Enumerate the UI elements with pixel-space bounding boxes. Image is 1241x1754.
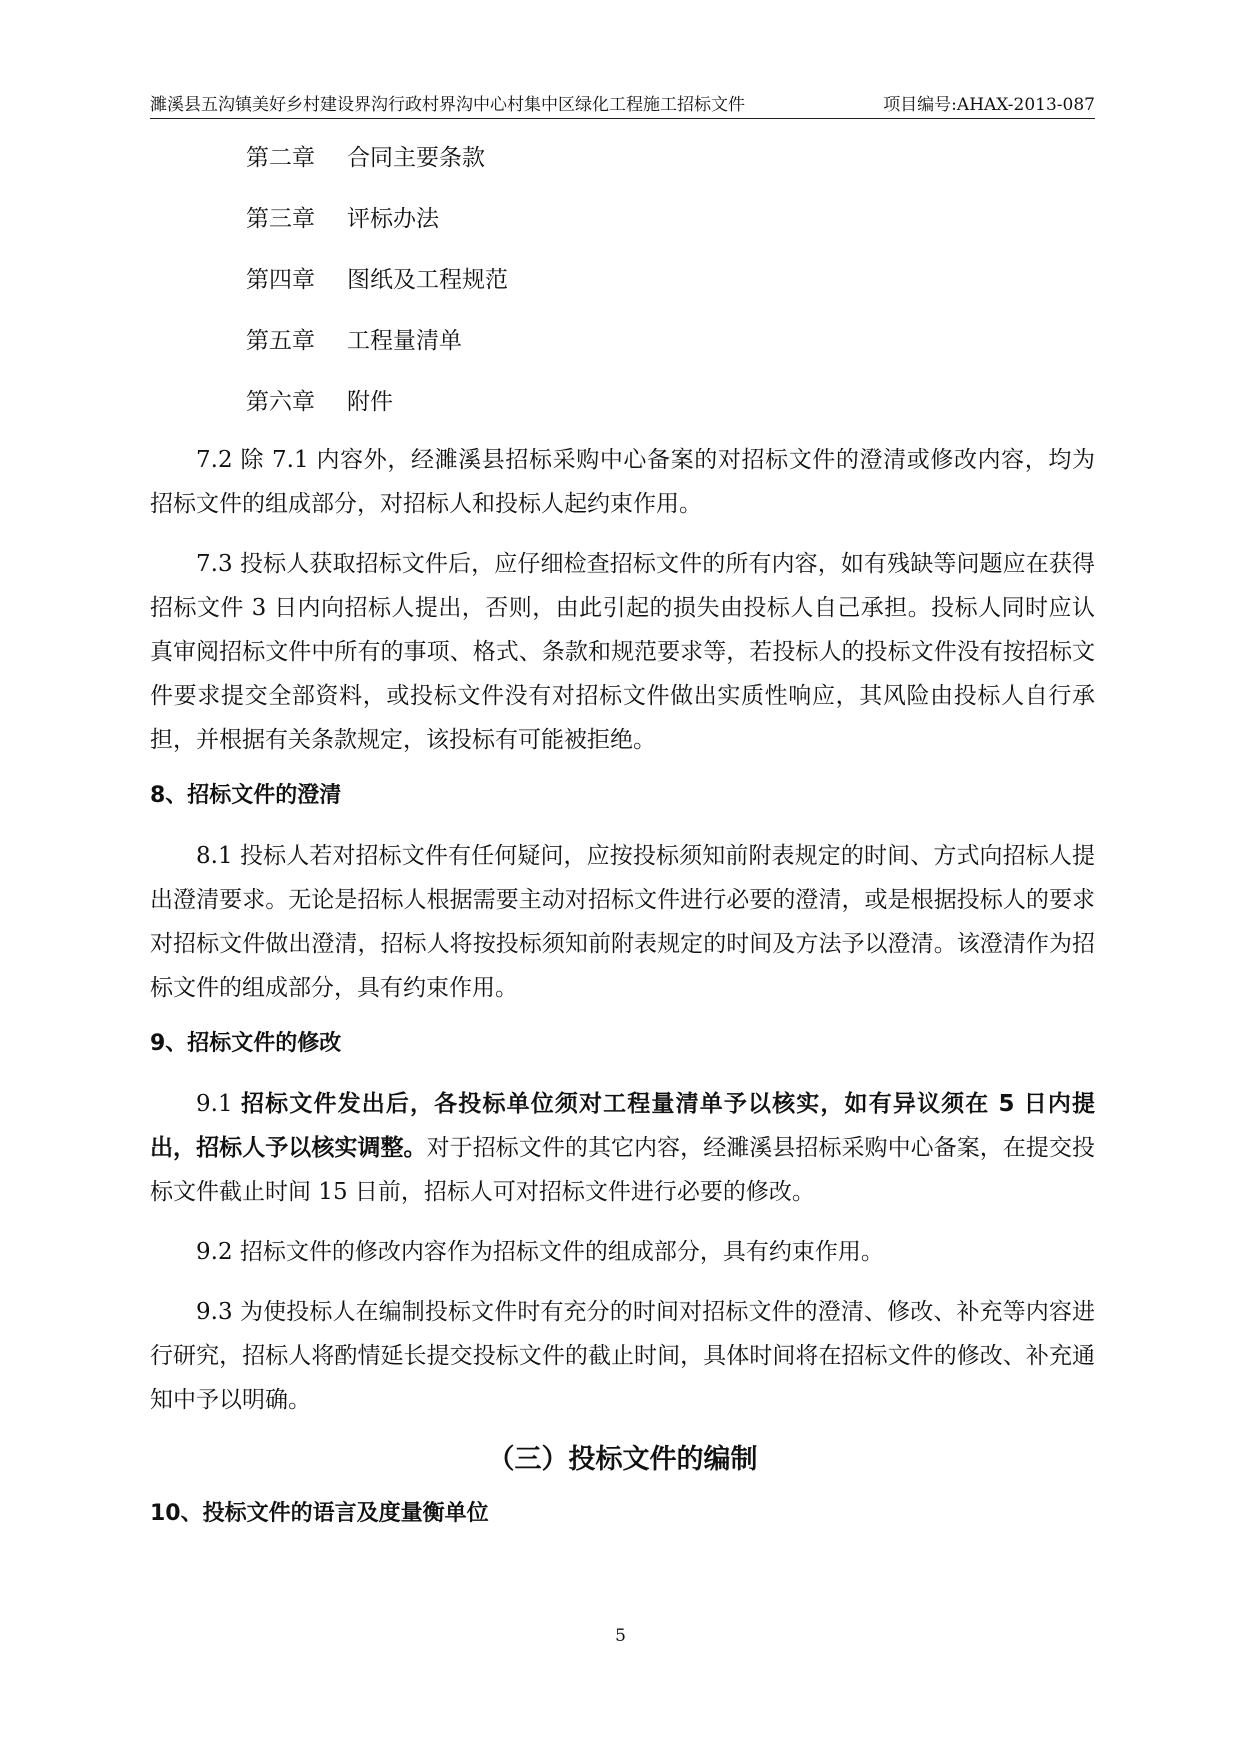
chapter-number: 第四章 xyxy=(246,267,315,293)
paragraph-7-3: 7.3 投标人获取招标文件后，应仔细检查招标文件的所有内容，如有残缺等问题应在获得招标文件 3 日内向招标人提出，否则，由此引起的损失由投标人自己承担。投标人同时应认真审阅招标文件中所有的事项、格式、条款和规范要求等，若投标人的投标文件没有按招标文件要求提交全部资料，或投标文件没有对招标文件做出实质性响应，其风险由投标人自行承担，并根据有关条款规定，该投标有可能被拒绝。 xyxy=(150,551,1095,753)
document-body xyxy=(150,438,1095,1552)
chapter-list xyxy=(246,138,508,443)
header-project-number: 项目编号:AHAX-2013-087 xyxy=(883,95,1095,115)
chapter-title: 工程量清单 xyxy=(347,328,462,354)
paragraph-9-2: 9.2 招标文件的修改内容作为招标文件的组成部分，具有约束作用。 xyxy=(196,1239,884,1265)
page-header xyxy=(150,88,1095,119)
chapter-item xyxy=(246,199,508,260)
chapter-title: 合同主要条款 xyxy=(347,145,485,171)
heading-10: 10、投标文件的语言及度量衡单位 xyxy=(150,1501,489,1526)
page-number: 5 xyxy=(615,1626,626,1646)
chapter-number: 第五章 xyxy=(246,328,315,354)
heading-8: 8、招标文件的澄清 xyxy=(150,783,342,808)
paragraph-9-1-rest: 对于招标文件的其它内容，经濉溪县招标采购中心备案，在提交投标文件截止时间 15 日前，招标人可对招标文件进行必要的修改。 xyxy=(150,1135,1096,1205)
chapter-title: 评标办法 xyxy=(347,206,439,232)
header-title: 濉溪县五沟镇美好乡村建设界沟行政村界沟中心村集中区绿化工程施工招标文件 xyxy=(150,95,745,115)
paragraph-8-1: 8.1 投标人若对招标文件有任何疑问，应按投标须知前附表规定的时间、方式向招标人提出澄清要求。无论是招标人根据需要主动对招标文件进行必要的澄清，或是根据投标人的要求对招标文件做出澄清，招标人将按投标须知前附表规定的时间及方法予以澄清。该澄清作为招标文件的组成部分，具有约束作用。 xyxy=(150,843,1095,1001)
section-title: （三）投标文件的编制 xyxy=(487,1444,758,1475)
chapter-title: 附件 xyxy=(347,389,393,415)
paragraph-9-1 xyxy=(150,1082,1095,1214)
chapter-number: 第二章 xyxy=(246,145,315,171)
paragraph-9-1-number: 9.1 xyxy=(196,1091,242,1117)
chapter-item xyxy=(246,321,508,382)
chapter-number: 第六章 xyxy=(246,389,315,415)
paragraph-9-3: 9.3 为使投标人在编制投标文件时有充分的时间对招标文件的澄清、修改、补充等内容进行研究，招标人将酌情延长提交投标文件的截止时间，具体时间将在招标文件的修改、补充通知中予以明确。 xyxy=(150,1299,1095,1413)
chapter-number: 第三章 xyxy=(246,206,315,232)
paragraph-7-2: 7.2 除 7.1 内容外，经濉溪县招标采购中心备案的对招标文件的澄清或修改内容，均为招标文件的组成部分，对招标人和投标人起约束作用。 xyxy=(150,447,1095,517)
chapter-item xyxy=(246,382,508,443)
chapter-title: 图纸及工程规范 xyxy=(347,267,508,293)
chapter-item xyxy=(246,260,508,321)
heading-9: 9、招标文件的修改 xyxy=(150,1031,342,1056)
paragraph-9-1-bold: 招标文件发出后，各投标单位须对工程量清单予以核实，如有异议须在 5 日内提出，招标人予以核实调整。 xyxy=(150,1091,1095,1161)
chapter-item xyxy=(246,138,508,199)
